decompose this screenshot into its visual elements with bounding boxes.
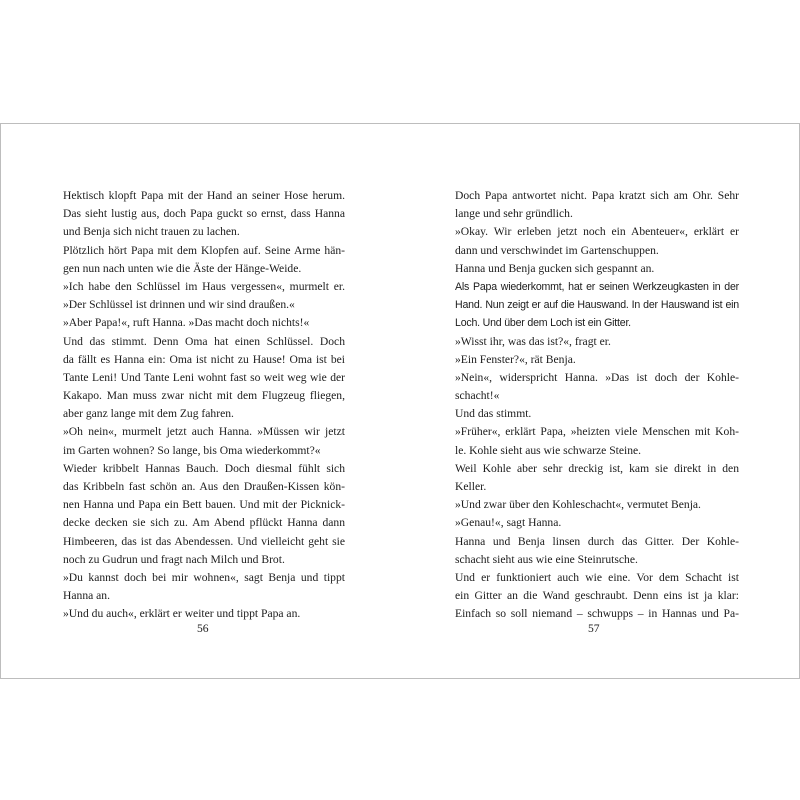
text-line: gen nun nach unten wie die Äste der Hänge-Weide.	[63, 261, 302, 275]
text-line: »Und du auch«, erklärt er weiter und tippt Papa an.	[63, 607, 301, 621]
text-line: schacht!«	[455, 389, 500, 403]
text-line: »Ich habe den Schlüssel im Haus vergessen«, murmelt er.	[63, 279, 345, 293]
text-line: Plötzlich hört Papa mit dem Klopfen auf. Seine Arme hän-	[63, 243, 345, 257]
text-line: »Aber Papa!«, ruft Hanna. »Das macht doch nichts!«	[63, 316, 310, 330]
text-line: »Okay. Wir erleben jetzt noch ein Abenteuer«, erklärt er	[455, 225, 739, 239]
text-line: da fällt es Hanna ein: Oma ist nicht zu Hause! Oma ist bei	[63, 352, 345, 366]
text-line: Kakapo. Man muss zwar nicht mit dem Flugzeug fliegen,	[63, 389, 345, 403]
text-line: und Benja sich nicht trauen zu lachen.	[63, 225, 240, 239]
text-line: Loch. Und über dem Loch ist ein Gitter.	[455, 317, 631, 330]
text-line: le. Kohle sieht aus wie schwarze Steine.	[455, 443, 642, 457]
right-page-text	[455, 187, 739, 624]
text-line: »Du kannst doch bei mir wohnen«, sagt Benja und tippt	[63, 570, 345, 584]
text-line: dann und verschwindet im Gartenschuppen.	[455, 243, 659, 257]
page-number-left: 56	[197, 622, 209, 635]
text-line: lange und sehr gründlich.	[455, 207, 573, 221]
text-line: Doch Papa antwortet nicht. Papa kratzt sich am Ohr. Sehr	[455, 189, 739, 202]
text-line: »Oh nein«, murmelt jetzt auch Hanna. »Müssen wir jetzt	[63, 425, 345, 439]
text-line: Wieder kribbelt Hannas Bauch. Doch diesmal fühlt sich	[63, 461, 345, 475]
text-line: noch zu Gudrun und fragt nach Milch und Brot.	[63, 552, 285, 566]
text-line: Und er funktioniert auch wie eine. Vor dem Schacht ist	[455, 570, 739, 584]
text-line: »Ein Fenster?«, rät Benja.	[455, 352, 576, 366]
text-line: Hanna und Benja gucken sich gespannt an.	[455, 261, 655, 275]
text-line: Tante Leni! Und Tante Leni wohnt fast so weit weg wie der	[63, 370, 345, 384]
text-line: Hanna an.	[63, 589, 110, 603]
text-line: Hektisch klopft Papa mit der Hand an seiner Hose herum.	[63, 189, 345, 202]
text-line: »Und zwar über den Kohleschacht«, vermutet Benja.	[455, 498, 701, 512]
text-line: Und das stimmt.	[455, 407, 532, 421]
text-line: »Wisst ihr, was das ist?«, fragt er.	[455, 334, 611, 348]
text-line: nen Hanna und Papa ein Bett bauen. Und mit der Picknick-	[63, 498, 345, 512]
text-line: im Garten wohnen? So lange, bis Oma wiederkommt?«	[63, 443, 321, 457]
text-line: Hanna und Benja linsen durch das Gitter. Der Kohle-	[455, 534, 739, 548]
text-line: »Genau!«, sagt Hanna.	[455, 516, 562, 530]
text-line: Das sieht lustig aus, doch Papa guckt so ernst, dass Hanna	[63, 207, 345, 221]
text-line: das Kribbeln fast schön an. Aus den Draußen-Kissen kön-	[63, 480, 345, 493]
book-spread	[0, 123, 800, 679]
text-line: »Der Schlüssel ist drinnen und wir sind draußen.«	[63, 298, 295, 312]
page-number-right: 57	[588, 622, 600, 635]
text-line: Hand. Nun zeigt er auf die Hauswand. In der Hauswand ist ein	[455, 299, 739, 312]
text-line: decke decken sie sich zu. Am Abend pflückt Hanna dann	[63, 516, 345, 530]
text-line: Keller.	[455, 480, 487, 493]
left-page-text	[63, 187, 345, 624]
text-line: aber ganz lange mit dem Zug fahren.	[63, 407, 234, 421]
text-line: »Nein«, widerspricht Hanna. »Das ist doch der Kohle-	[455, 370, 739, 384]
text-line: Und das stimmt. Denn Oma hat einen Schlüssel. Doch	[63, 334, 345, 348]
text-line: »Früher«, erklärt Papa, »heizten viele Menschen mit Koh-	[455, 425, 739, 439]
text-line: Einfach so soll niemand – schwupps – in Hannas und Pa-	[455, 607, 739, 621]
text-line: schacht sieht aus wie eine Steinrutsche.	[455, 552, 638, 566]
text-line: Als Papa wiederkommt, hat er seinen Werkzeugkasten in der	[455, 280, 739, 293]
text-line: Weil Kohle aber sehr dreckig ist, kam sie direkt in den	[455, 461, 739, 475]
text-line: Himbeeren, das ist das Abendessen. Und vielleicht geht sie	[63, 534, 345, 548]
text-line: ein Gitter an die Wand geschraubt. Denn eins ist ja klar:	[455, 589, 739, 603]
